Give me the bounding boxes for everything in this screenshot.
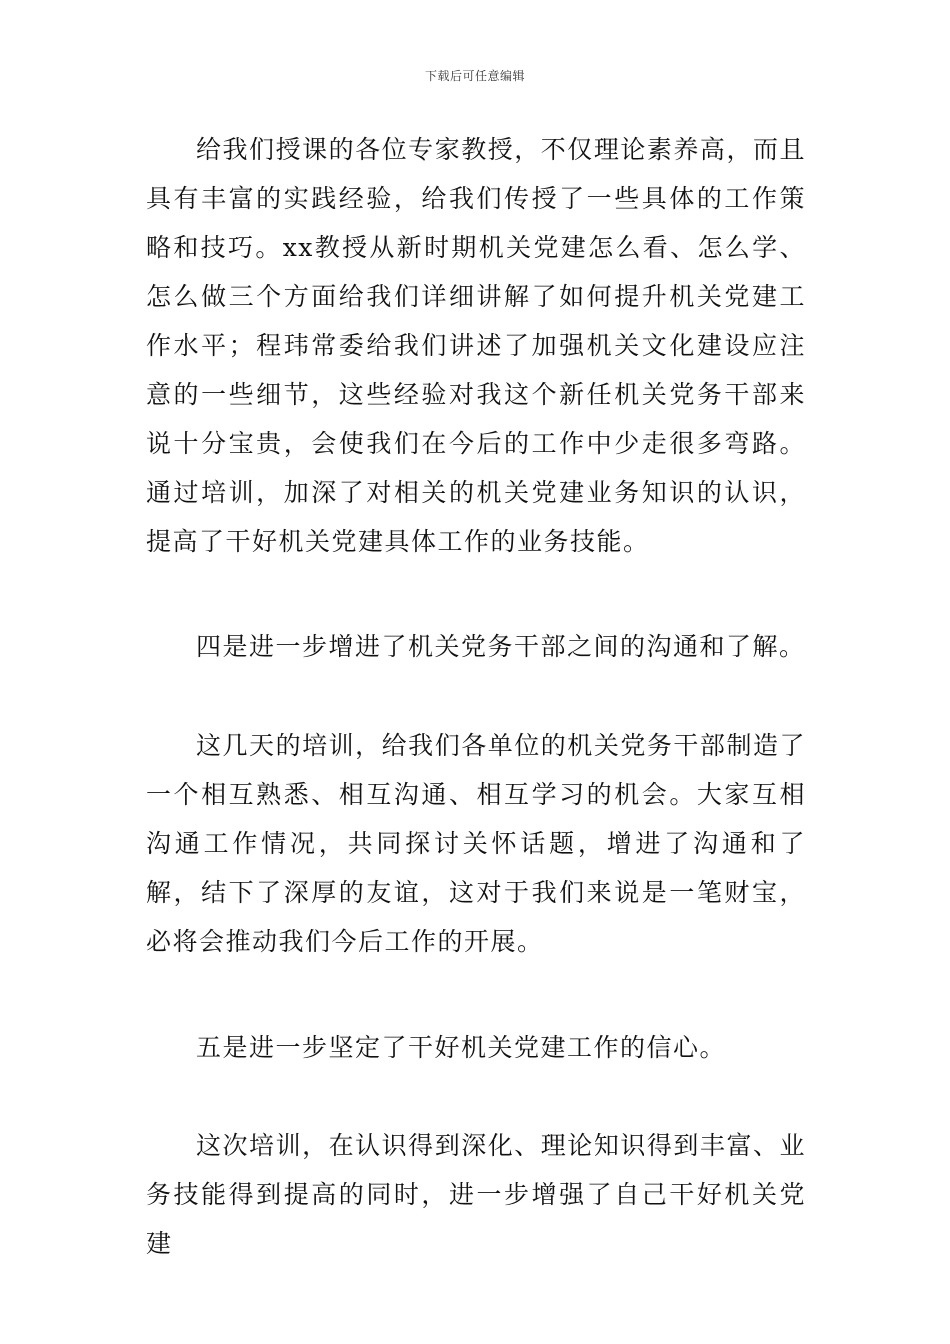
section-heading-five: 五是进一步坚定了干好机关党建工作的信心。 xyxy=(196,1033,727,1062)
paragraph-communication: 这几天的培训，给我们各单位的机关党务干部制造了一个相互熟悉、相互沟通、相互学习的机会。大家互相沟通工作情况，共同探讨关怀话题，增进了沟通和了解，结下了深厚的友谊，这对于我们来说是一笔财宝，必将会推动我们今后工作的开展。 xyxy=(146,731,806,956)
paragraph-expert-lectures: 给我们授课的各位专家教授，不仅理论素养高，而且具有丰富的实践经验，给我们传授了一些具体的工作策略和技巧。xx教授从新时期机关党建怎么看、怎么学、怎么做三个方面给我们详细讲解了如何提升机关党建工作水平；程玮常委给我们讲述了加强机关文化建设应注意的一些细节，这些经验对我这个新任机关党务干部来说十分宝贵，会使我们在今后的工作中少走很多弯路。通过培训，加深了对相关的机关党建业务知识的认识，提高了干好机关党建具体工作的业务技能。 xyxy=(146,135,806,556)
section-heading-four: 四是进一步增进了机关党务干部之间的沟通和了解。 xyxy=(196,632,806,661)
header-note: 下载后可任意编辑 xyxy=(424,69,525,83)
paragraph-confidence: 这次培训，在认识得到深化、理论知识得到丰富、业务技能得到提高的同时，进一步增强了自己干好机关党建 xyxy=(146,1131,806,1258)
